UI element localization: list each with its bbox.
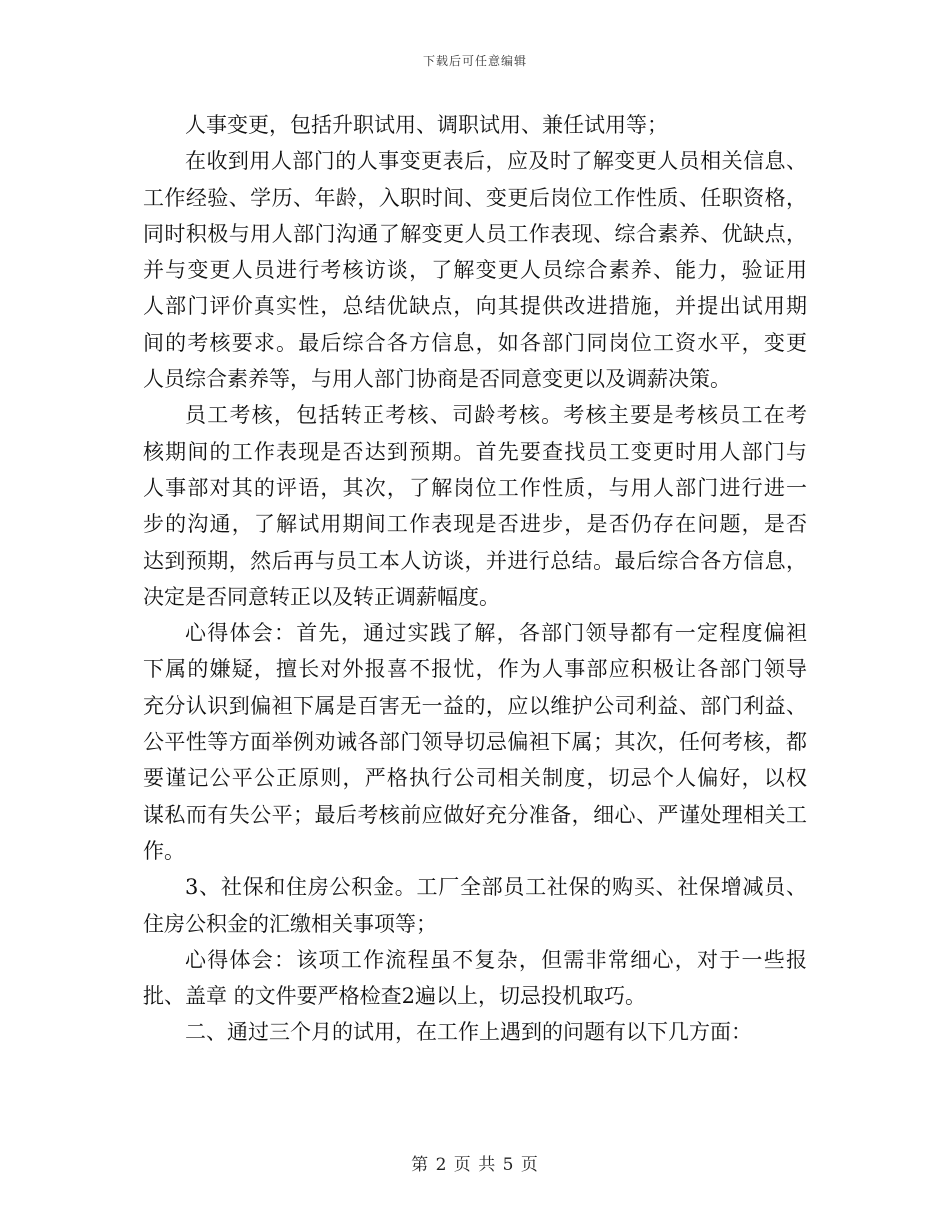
text-line: 步的沟通，了解试用期间工作表现是否进步，是否仍存在问题，是否: [143, 512, 807, 537]
text-line: 心得体会：该项工作流程虽不复杂，但需非常细心，对于一些报: [185, 947, 807, 972]
text-line: 公平性等方面举例劝诫各部门领导切忌偏袒下属；其次，任何考核，都: [143, 730, 807, 755]
text-line: 同时积极与用人部门沟通了解变更人员工作表现、综合素养、优缺点，: [143, 221, 807, 246]
document-body: [143, 107, 807, 1051]
text-line: 二、通过三个月的试用，在工作上遇到的问题有以下几方面：: [185, 1020, 752, 1045]
text-line: 核期间的工作表现是否达到预期。首先要查找员工变更时用人部门与: [143, 439, 807, 464]
text-line: 作。: [143, 838, 185, 863]
page-footer: 第 2 页 共 5 页: [411, 1155, 539, 1175]
text-line: 人事变更，包括升职试用、调职试用、兼任试用等；: [185, 113, 668, 137]
text-line: 下属的嫌疑，擅长对外报喜不报忧，作为人事部应积极让各部门领导: [143, 657, 807, 682]
text-line: 人事部对其的评语，其次，了解岗位工作性质，与用人部门进行进一: [143, 475, 807, 500]
text-line: 达到预期，然后再与员工本人访谈，并进行总结。最后综合各方信息，: [143, 548, 807, 573]
text-line: 3、社保和住房公积金。工厂全部员工社保的购买、社保增减员、: [185, 875, 807, 900]
text-line: 工作经验、学历、年龄，入职时间、变更后岗位工作性质、任职资格，: [143, 185, 807, 210]
text-line: 批、盖章 的文件要严格检查2遍以上，切忌投机取巧。: [143, 984, 647, 1009]
text-line: 住房公积金的汇缴相关事项等；: [143, 911, 437, 936]
text-line: 心得体会：首先，通过实践了解，各部门领导都有一定程度偏袒: [185, 621, 807, 646]
text-line: 人部门评价真实性，总结优缺点，向其提供改进措施，并提出试用期: [143, 294, 807, 319]
text-line: 谋私而有失公平；最后考核前应做好充分准备，细心、严谨处理相关工: [143, 802, 807, 827]
page-header: 下载后可任意编辑: [422, 54, 527, 68]
text-line: 间的考核要求。最后综合各方信息，如各部门同岗位工资水平，变更: [143, 330, 807, 355]
text-line: 决定是否同意转正以及转正调薪幅度。: [143, 584, 500, 609]
text-line: 人员综合素养等，与用人部门协商是否同意变更以及调薪决策。: [143, 367, 731, 392]
text-line: 充分认识到偏袒下属是百害无一益的，应以维护公司利益、部门利益、: [143, 693, 807, 718]
text-line: 在收到用人部门的人事变更表后，应及时了解变更人员相关信息、: [185, 149, 807, 174]
text-line: 要谨记公平公正原则，严格执行公司相关制度，切忌个人偏好，以权: [143, 766, 807, 791]
text-line: 员工考核，包括转正考核、司龄考核。考核主要是考核员工在考: [185, 403, 807, 428]
text-line: 并与变更人员进行考核访谈，了解变更人员综合素养、能力，验证用: [143, 258, 807, 283]
